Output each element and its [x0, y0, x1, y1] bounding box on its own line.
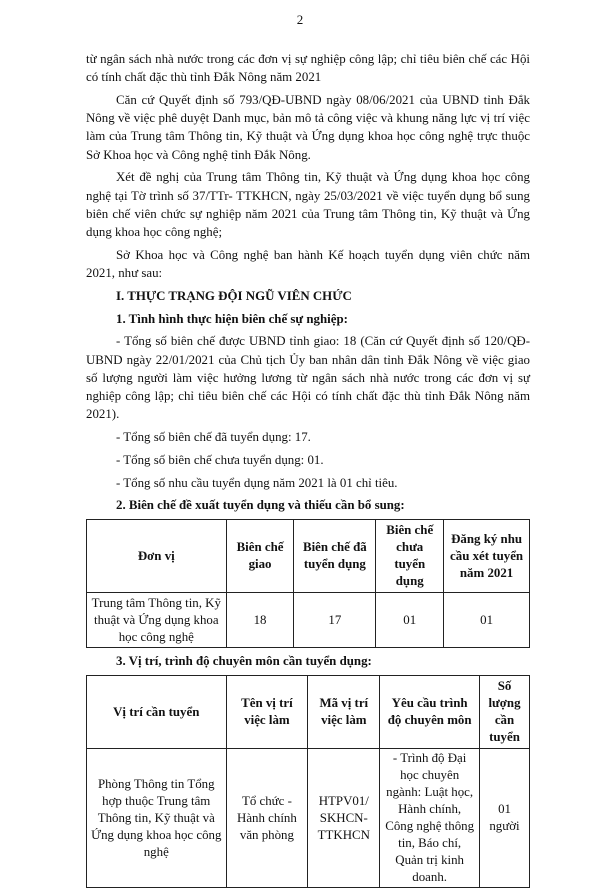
section-heading: I. THỰC TRẠNG ĐỘI NGŨ VIÊN CHỨC [116, 288, 352, 303]
bullet-item: - Tổng số nhu cầu tuyển dụng năm 2021 là 01 chỉ tiêu. [116, 475, 398, 490]
paragraph: Căn cứ Quyết định số 793/QĐ-UBND ngày 08/06/2021 của UBND tỉnh Đắk Nông về việc phê duyệt Danh mục, bản mô tả công việc và khung năng lực vị trí việc làm của Trung tâm Thông tin, Kỹ thuật và Ứng dụng khoa học công nghệ trực thuộc Sở Khoa học và Công nghệ tỉnh Đắk Nông. [86, 93, 530, 162]
header-cell: Yêu cầu trình độ chuyên môn [380, 676, 480, 749]
table-cell: 01 [444, 593, 530, 648]
document-body [86, 50, 530, 888]
table-cell: 01 [376, 593, 444, 648]
table-cell: Tổ chức - Hành chính văn phòng [226, 749, 308, 888]
table-cell: - Trình độ Đại học chuyên ngành: Luật học, Hành chính, Công nghệ thông tin, Báo chí, Quản trị kinh doanh. [380, 749, 480, 888]
table-row [87, 749, 530, 888]
header-cell: Vị trí cần tuyển [87, 676, 227, 749]
bullet-item: - Tổng số biên chế đã tuyển dụng: 17. [116, 430, 311, 445]
table-header-row [87, 520, 530, 593]
page-number: 2 [296, 12, 304, 27]
header-cell: Tên vị trí việc làm [226, 676, 308, 749]
staffing-table [86, 519, 530, 648]
paragraph: Sở Khoa học và Công nghệ ban hành Kế hoạch tuyển dụng viên chức năm 2021, như sau: [86, 247, 530, 281]
table-row [87, 593, 530, 648]
header-cell: Đơn vị [87, 520, 227, 593]
header-cell: Mã vị trí việc làm [308, 676, 380, 749]
table-cell: Trung tâm Thông tin, Kỹ thuật và Ứng dụng khoa học công nghệ [87, 593, 227, 648]
header-cell: Biên chế giao [226, 520, 294, 593]
paragraph: Xét đề nghị của Trung tâm Thông tin, Kỹ thuật và Ứng dụng khoa học công nghệ tại Tờ trình số 37/TTr- TTKHCN, ngày 25/03/2021 về việc tuyển dụng bổ sung biên chế viên chức sự nghiệp năm 2021 của Trung tâm Thông tin, Kỹ thuật và Ứng dụng khoa học công nghệ; [86, 170, 530, 240]
position-table [86, 675, 530, 888]
header-cell: Biên chế đã tuyển dụng [294, 520, 376, 593]
bullet-item: - Tổng số biên chế chưa tuyển dụng: 01. [116, 452, 324, 467]
header-cell: Đăng ký nhu cầu xét tuyển năm 2021 [444, 520, 530, 593]
table-cell: 18 [226, 593, 294, 648]
header-cell: Số lượng cần tuyển [480, 676, 530, 749]
table-cell: 17 [294, 593, 376, 648]
subsection-heading: 3. Vị trí, trình độ chuyên môn cần tuyển dụng: [116, 654, 372, 669]
subsection-heading: 2. Biên chế đề xuất tuyển dụng và thiếu cần bổ sung: [116, 498, 405, 513]
table-cell: 01 người [480, 749, 530, 888]
bullet-item: - Tổng số biên chế được UBND tỉnh giao: 18 (Căn cứ Quyết định số 120/QĐ-UBND ngày 22/01/2021 của Chủ tịch Ủy ban nhân dân tỉnh Đắk Nông về việc giao số lượng người làm việc hưởng lương từ ngân sách nhà nước trong các đơn vị sự nghiệp công lập; chỉ tiêu biên chế các Hội có tính chất đặc thù tỉnh Đắk Nông năm 2021). [86, 334, 530, 422]
table-header-row [87, 676, 530, 749]
paragraph: từ ngân sách nhà nước trong các đơn vị sự nghiệp công lập; chỉ tiêu biên chế các Hội có tính chất đặc thù tỉnh Đắk Nông năm 2021 [86, 52, 530, 85]
table-cell: Phòng Thông tin Tổng hợp thuộc Trung tâm Thông tin, Kỹ thuật và Ứng dụng khoa học công nghệ [87, 749, 227, 888]
table-cell: HTPV01/ SKHCN-TTKHCN [308, 749, 380, 888]
subsection-heading: 1. Tình hình thực hiện biên chế sự nghiệp: [116, 311, 348, 326]
header-cell: Biên chế chưa tuyển dụng [376, 520, 444, 593]
